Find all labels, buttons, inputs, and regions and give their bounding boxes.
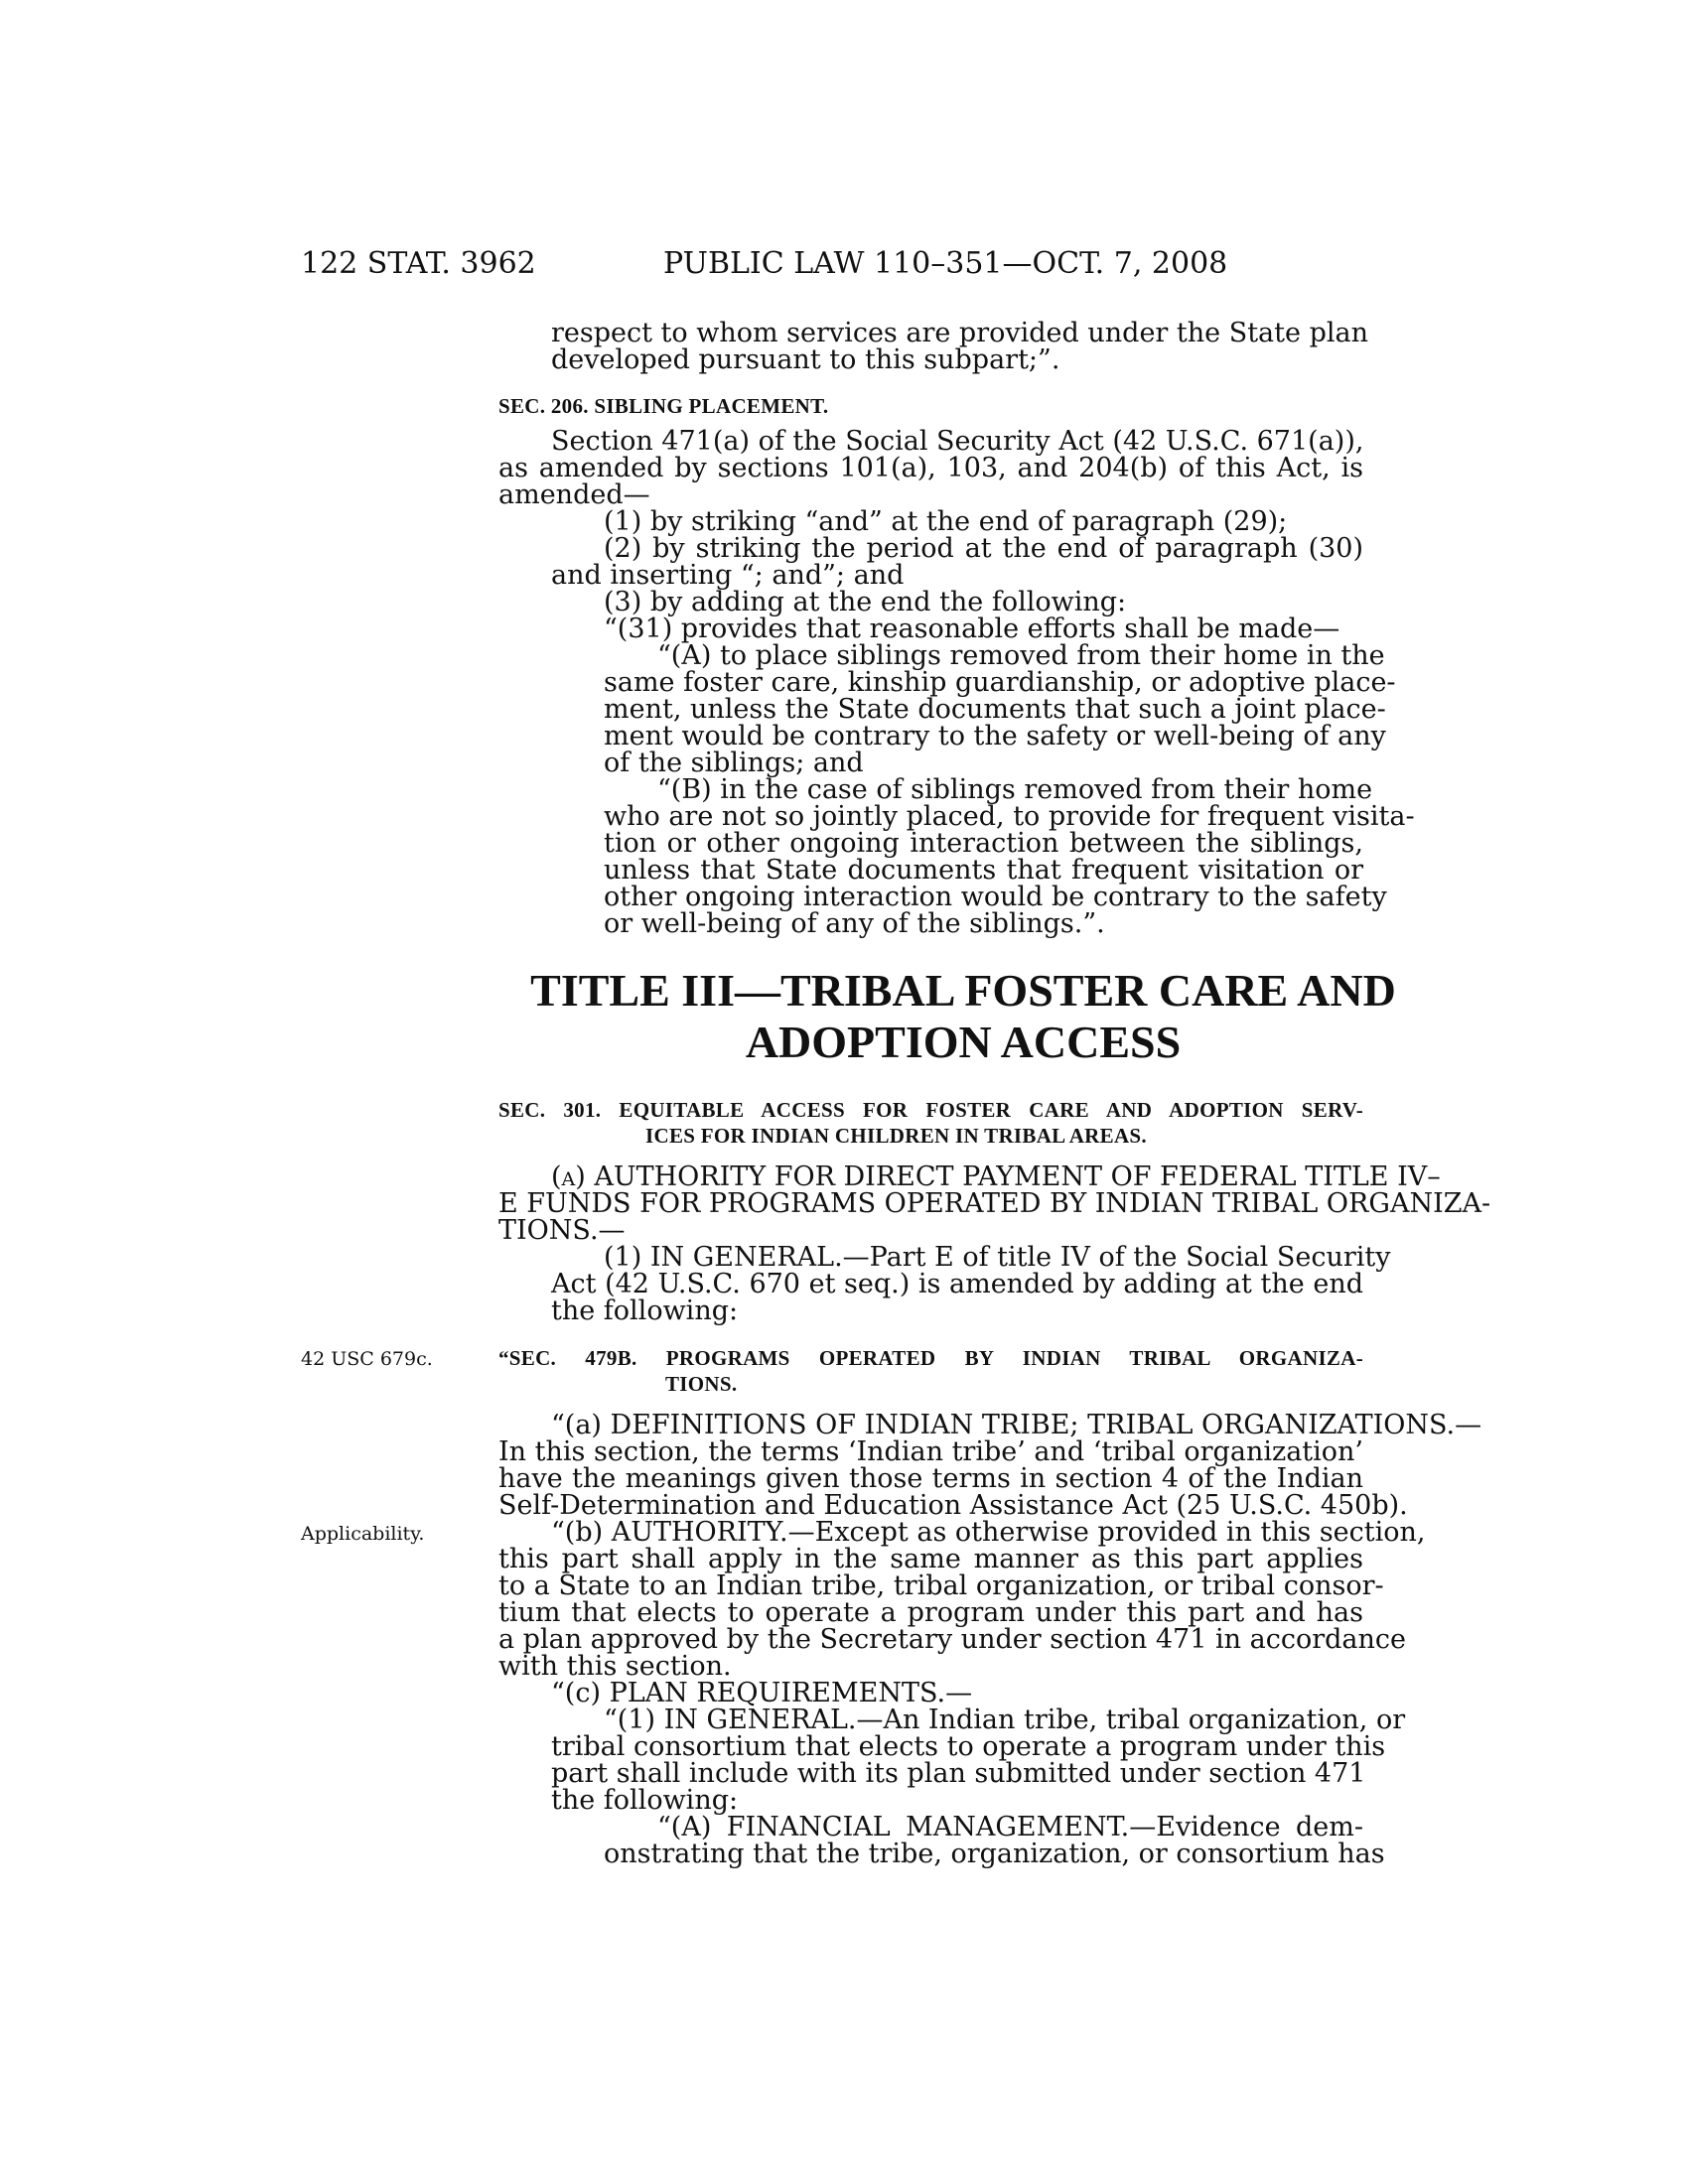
title-heading: ADOPTION ACCESS <box>745 1017 1182 1067</box>
subsection-heading: (a) AUTHORITY FOR DIRECT PAYMENT OF FEDERAL TITLE IV– <box>551 1161 1441 1192</box>
body-line: have the meanings given those terms in section 4 of the Indian <box>498 1463 1363 1494</box>
body-line: Section 471(a) of the Social Security Act (42 U.S.C. 671(a)), <box>551 426 1364 457</box>
subsection-heading: E FUNDS FOR PROGRAMS OPERATED BY INDIAN TRIBAL ORGANIZA- <box>498 1188 1491 1219</box>
body-line: this part shall apply in the same manner as this part applies <box>498 1544 1363 1574</box>
quoted-paragraph: or well-being of any of the siblings.”. <box>604 908 1105 939</box>
quoted-paragraph: same foster care, kinship guardianship, or adoptive place- <box>604 667 1396 698</box>
list-item: (3) by adding at the end the following: <box>604 587 1127 617</box>
body-line: a plan approved by the Secretary under section 471 in accordance <box>498 1624 1406 1655</box>
quoted-paragraph: “(A) to place siblings removed from their home in the <box>657 640 1385 671</box>
list-item: (1) by striking “and” at the end of paragraph (29); <box>604 506 1288 537</box>
section-heading: SEC. 206. SIBLING PLACEMENT. <box>498 394 829 418</box>
margin-note: 42 USC 679c. <box>301 1348 433 1370</box>
page-stat-reference: 122 STAT. 3962 <box>301 246 536 281</box>
section-heading: “SEC. 479B. PROGRAMS OPERATED BY INDIAN TRIBAL ORGANIZA- <box>498 1346 1363 1370</box>
body-line: “(a) DEFINITIONS OF INDIAN TRIBE; TRIBAL ORGANIZATIONS.— <box>551 1410 1482 1440</box>
body-line: tium that elects to operate a program under this part and has <box>498 1597 1363 1628</box>
body-line: respect to whom services are provided under the State plan <box>551 318 1368 348</box>
body-line: tribal consortium that elects to operate a program under this <box>551 1731 1386 1762</box>
quoted-paragraph: other ongoing interaction would be contrary to the safety <box>604 882 1387 912</box>
body-line: “(A) FINANCIAL MANAGEMENT.—Evidence dem- <box>657 1812 1363 1843</box>
body-line: In this section, the terms ‘Indian tribe’ and ‘tribal organization’ <box>498 1436 1363 1467</box>
body-line: as amended by sections 101(a), 103, and 204(b) of this Act, is <box>498 453 1363 483</box>
quoted-paragraph: who are not so jointly placed, to provide for frequent visita- <box>604 801 1415 832</box>
body-line: Self-Determination and Education Assistance Act (25 U.S.C. 450b). <box>498 1490 1408 1521</box>
list-item: (2) by striking the period at the end of paragraph (30) <box>604 533 1363 564</box>
body-line: onstrating that the tribe, organization, or consortium has <box>604 1839 1385 1869</box>
body-line: “(b) AUTHORITY.—Except as otherwise provided in this section, <box>551 1517 1426 1548</box>
body-line: Act (42 U.S.C. 670 et seq.) is amended by adding at the end <box>551 1269 1363 1299</box>
quoted-paragraph: unless that State documents that frequent visitation or <box>604 855 1363 886</box>
body-line: with this section. <box>498 1651 732 1682</box>
body-line: amended— <box>498 479 650 510</box>
body-line: part shall include with its plan submitted under section 471 <box>551 1758 1366 1789</box>
body-line: the following: <box>551 1785 739 1816</box>
title-heading: TITLE III—TRIBAL FOSTER CARE AND <box>530 965 1396 1016</box>
section-heading: SEC. 301. EQUITABLE ACCESS FOR FOSTER CARE AND ADOPTION SERV- <box>498 1098 1363 1122</box>
body-line: “(1) IN GENERAL.—An Indian tribe, tribal organization, or <box>604 1705 1406 1735</box>
quoted-paragraph: tion or other ongoing interaction between the siblings, <box>604 828 1363 859</box>
quoted-paragraph: ment, unless the State documents that such a joint place- <box>604 694 1386 725</box>
subsection-heading: TIONS.— <box>498 1215 626 1246</box>
quoted-paragraph: ment would be contrary to the safety or well-being of any <box>604 721 1386 751</box>
running-header: PUBLIC LAW 110–351—OCT. 7, 2008 <box>663 246 1228 281</box>
body-line: to a State to an Indian tribe, tribal organization, or tribal consor- <box>498 1570 1384 1601</box>
body-line: (1) IN GENERAL.—Part E of title IV of the Social Security <box>604 1242 1391 1273</box>
section-heading: ICES FOR INDIAN CHILDREN IN TRIBAL AREAS. <box>645 1124 1147 1148</box>
list-item: and inserting “; and”; and <box>551 560 905 591</box>
body-line: developed pursuant to this subpart;”. <box>551 344 1060 375</box>
subsection-heading: “(c) PLAN REQUIREMENTS.— <box>551 1678 973 1708</box>
quoted-paragraph: “(31) provides that reasonable efforts shall be made— <box>604 614 1340 644</box>
body-line: the following: <box>551 1296 739 1326</box>
quoted-paragraph: of the siblings; and <box>604 748 864 778</box>
section-heading: TIONS. <box>665 1372 738 1396</box>
quoted-paragraph: “(B) in the case of siblings removed from their home <box>657 774 1373 805</box>
margin-note: Applicability. <box>301 1523 425 1545</box>
